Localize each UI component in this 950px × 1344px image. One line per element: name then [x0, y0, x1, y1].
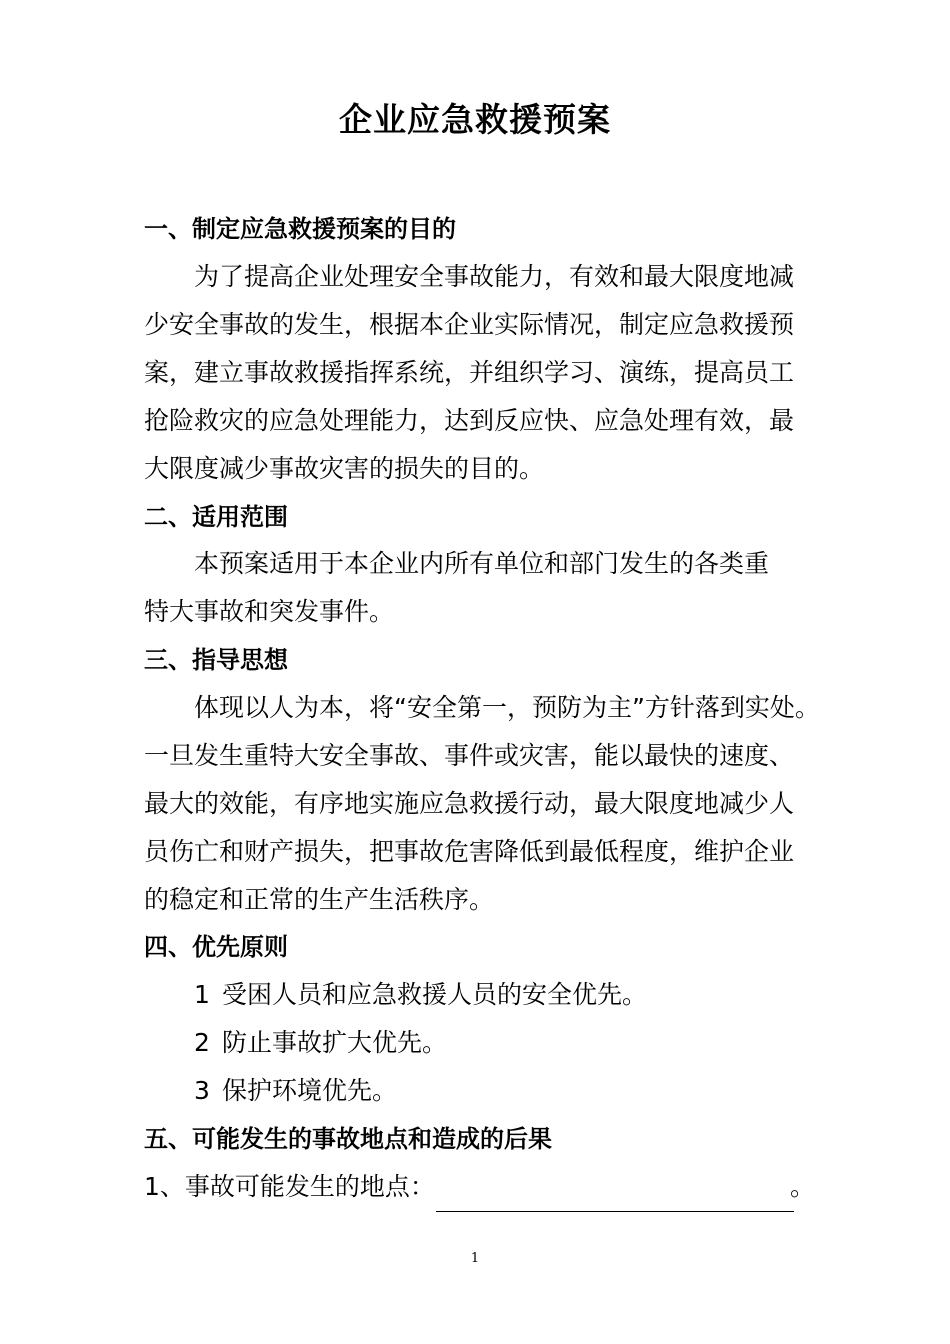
paragraph-line: 抢险救灾的应急处理能力，达到反应快、应急处理有效，最 — [144, 406, 795, 435]
section-heading-guiding-idea: 三、指导思想 — [144, 646, 288, 674]
field-end-punctuation: 。 — [790, 1172, 816, 1201]
list-item-number: 2 — [194, 1028, 210, 1057]
paragraph-line: 最大的效能，有序地实施应急救援行动，最大限度地减少人 — [144, 789, 795, 818]
document-title: 企业应急救援预案 — [339, 100, 611, 139]
list-item-text: 保护环境优先。 — [222, 1076, 398, 1105]
list-item-number: 3 — [194, 1076, 210, 1105]
paragraph-line: 本预案适用于本企业内所有单位和部门发生的各类重 — [194, 549, 770, 578]
field-label-accident-location: 1、事故可能发生的地点： — [144, 1172, 435, 1201]
paragraph-line: 的稳定和正常的生产生活秩序。 — [144, 885, 495, 914]
section-heading-purpose: 一、制定应急救援预案的目的 — [144, 215, 456, 243]
list-item-number: 1 — [194, 980, 210, 1009]
paragraph-line: 少安全事故的发生，根据本企业实际情况，制定应急救援预 — [144, 310, 795, 339]
paragraph-line: 体现以人为本，将“安全第一，预防为主”方针落到实处。 — [194, 693, 820, 722]
list-item — [194, 978, 864, 1012]
paragraph-line: 员伤亡和财产损失，把事故危害降低到最低程度，维护企业 — [144, 837, 795, 866]
fill-in-blank-line[interactable] — [436, 1211, 794, 1212]
paragraph-line: 为了提高企业处理安全事故能力，有效和最大限度地减 — [194, 262, 795, 291]
section-heading-priority: 四、优先原则 — [144, 933, 288, 961]
section-heading-possible-accidents: 五、可能发生的事故地点和造成的后果 — [144, 1125, 552, 1153]
paragraph-line: 一旦发生重特大安全事故、事件或灾害，能以最快的速度、 — [144, 741, 795, 770]
page-number: 1 — [470, 1251, 480, 1266]
list-item — [194, 1074, 864, 1108]
section-heading-scope: 二、适用范围 — [144, 503, 288, 531]
list-item-text: 防止事故扩大优先。 — [222, 1028, 448, 1057]
list-item-text: 受困人员和应急救援人员的安全优先。 — [222, 980, 648, 1009]
paragraph-line: 案，建立事故救援指挥系统，并组织学习、演练，提高员工 — [144, 358, 795, 387]
list-item — [194, 1026, 864, 1060]
paragraph-line: 大限度减少事故灾害的损失的目的。 — [144, 454, 545, 483]
paragraph-line: 特大事故和突发事件。 — [144, 597, 395, 626]
